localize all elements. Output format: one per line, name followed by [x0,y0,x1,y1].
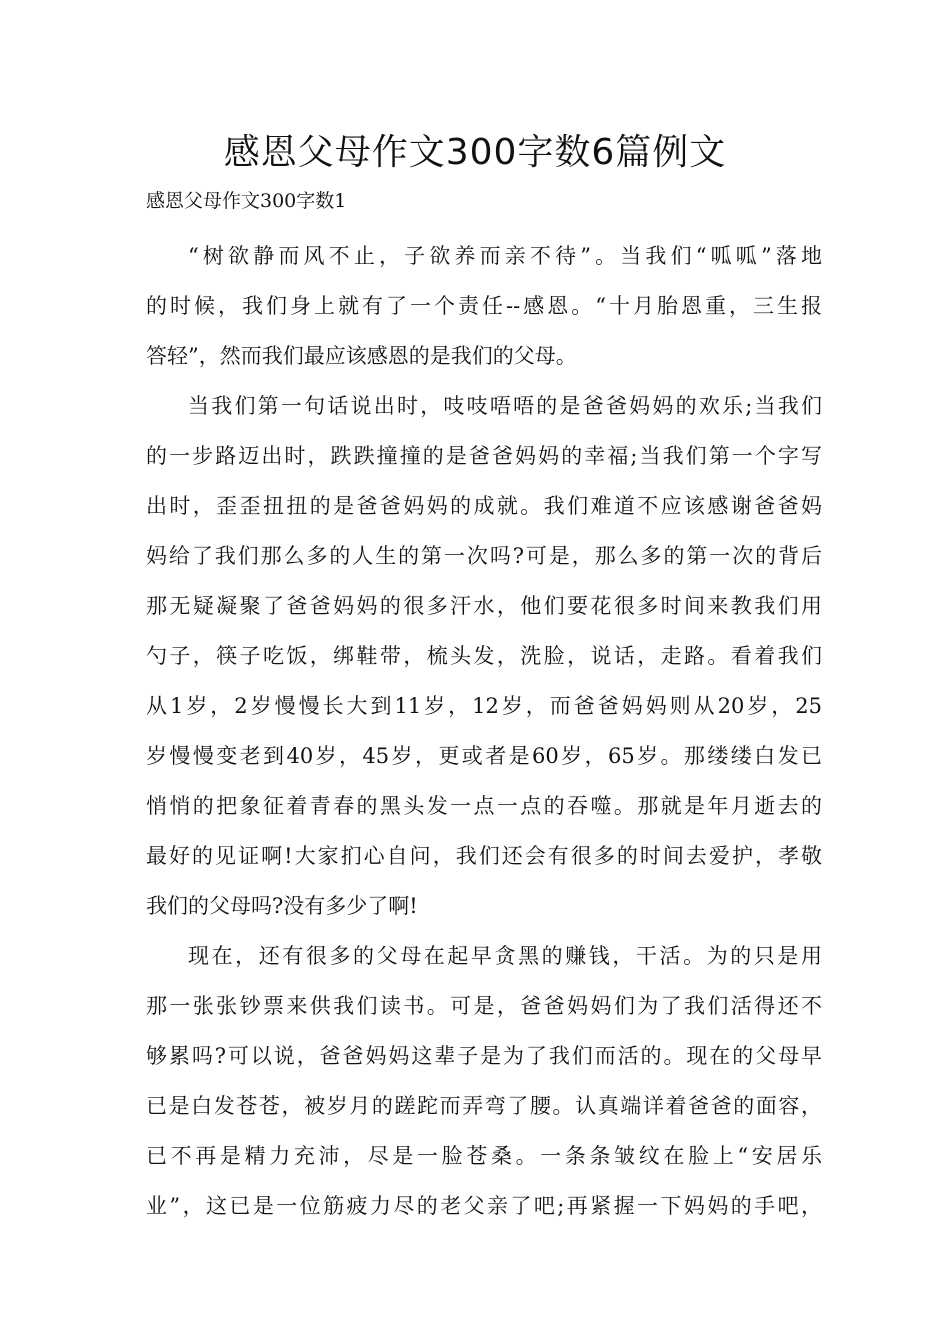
paragraph-line: 现在，还有很多的父母在起早贪黑的赚钱，干活。为的只是用 [188,944,822,968]
paragraph-line: 答轻”，然而我们最应该感恩的是我们的父母。 [146,344,577,368]
paragraph-line: 的一步路迈出时，跌跌撞撞的是爸爸妈妈的幸福;当我们第一个字写 [146,444,822,468]
paragraph-line: 妈给了我们那么多的人生的第一次吗?可是，那么多的第一次的背后 [146,544,822,568]
paragraph-1 [146,231,822,381]
paragraph-line: 那一张张钞票来供我们读书。可是，爸爸妈妈们为了我们活得还不 [146,994,822,1018]
paragraph-line: 悄悄的把象征着青春的黑头发一点一点的吞噬。那就是年月逝去的 [146,794,822,818]
paragraph-line: 岁慢慢变老到40岁，45岁，更或者是60岁，65岁。那缕缕白发已 [146,744,822,768]
paragraph-line: 的时候，我们身上就有了一个责任--感恩。“十月胎恩重，三生报 [146,294,822,318]
paragraph-line: 够累吗?可以说，爸爸妈妈这辈子是为了我们而活的。现在的父母早 [146,1044,822,1068]
paragraph-line: 从1岁，2岁慢慢长大到11岁，12岁，而爸爸妈妈则从20岁，25 [146,694,822,718]
paragraph-3 [146,931,822,1231]
paragraph-line: 出时，歪歪扭扭的是爸爸妈妈的成就。我们难道不应该感谢爸爸妈 [146,494,822,518]
paragraph-line: 已是白发苍苍，被岁月的蹉跎而弄弯了腰。认真端详着爸爸的面容， [146,1094,822,1118]
document-title: 感恩父母作文300字数6篇例文 [223,132,727,173]
paragraph-line: 勺子，筷子吃饭，绑鞋带，梳头发，洗脸，说话，走路。看着我们 [146,644,822,668]
paragraph-line: “树欲静而风不止，子欲养而亲不待”。当我们“呱呱”落地 [188,244,822,268]
paragraph-line: 业”，这已是一位筋疲力尽的老父亲了吧;再紧握一下妈妈的手吧， [146,1194,822,1218]
paragraph-line: 那无疑凝聚了爸爸妈妈的很多汗水，他们要花很多时间来教我们用 [146,594,822,618]
paragraph-2 [146,381,822,931]
paragraph-line: 已不再是精力充沛，尽是一脸苍桑。一条条皱纹在脸上“安居乐 [146,1144,822,1168]
document-body [146,231,822,1231]
paragraph-line: 最好的见证啊!大家扪心自问，我们还会有很多的时间去爱护，孝敬 [146,844,822,868]
paragraph-line: 当我们第一句话说出时，吱吱唔唔的是爸爸妈妈的欢乐;当我们 [188,394,822,418]
section-heading: 感恩父母作文300字数1 [146,190,347,212]
paragraph-line: 我们的父母吗?没有多少了啊! [146,894,418,918]
